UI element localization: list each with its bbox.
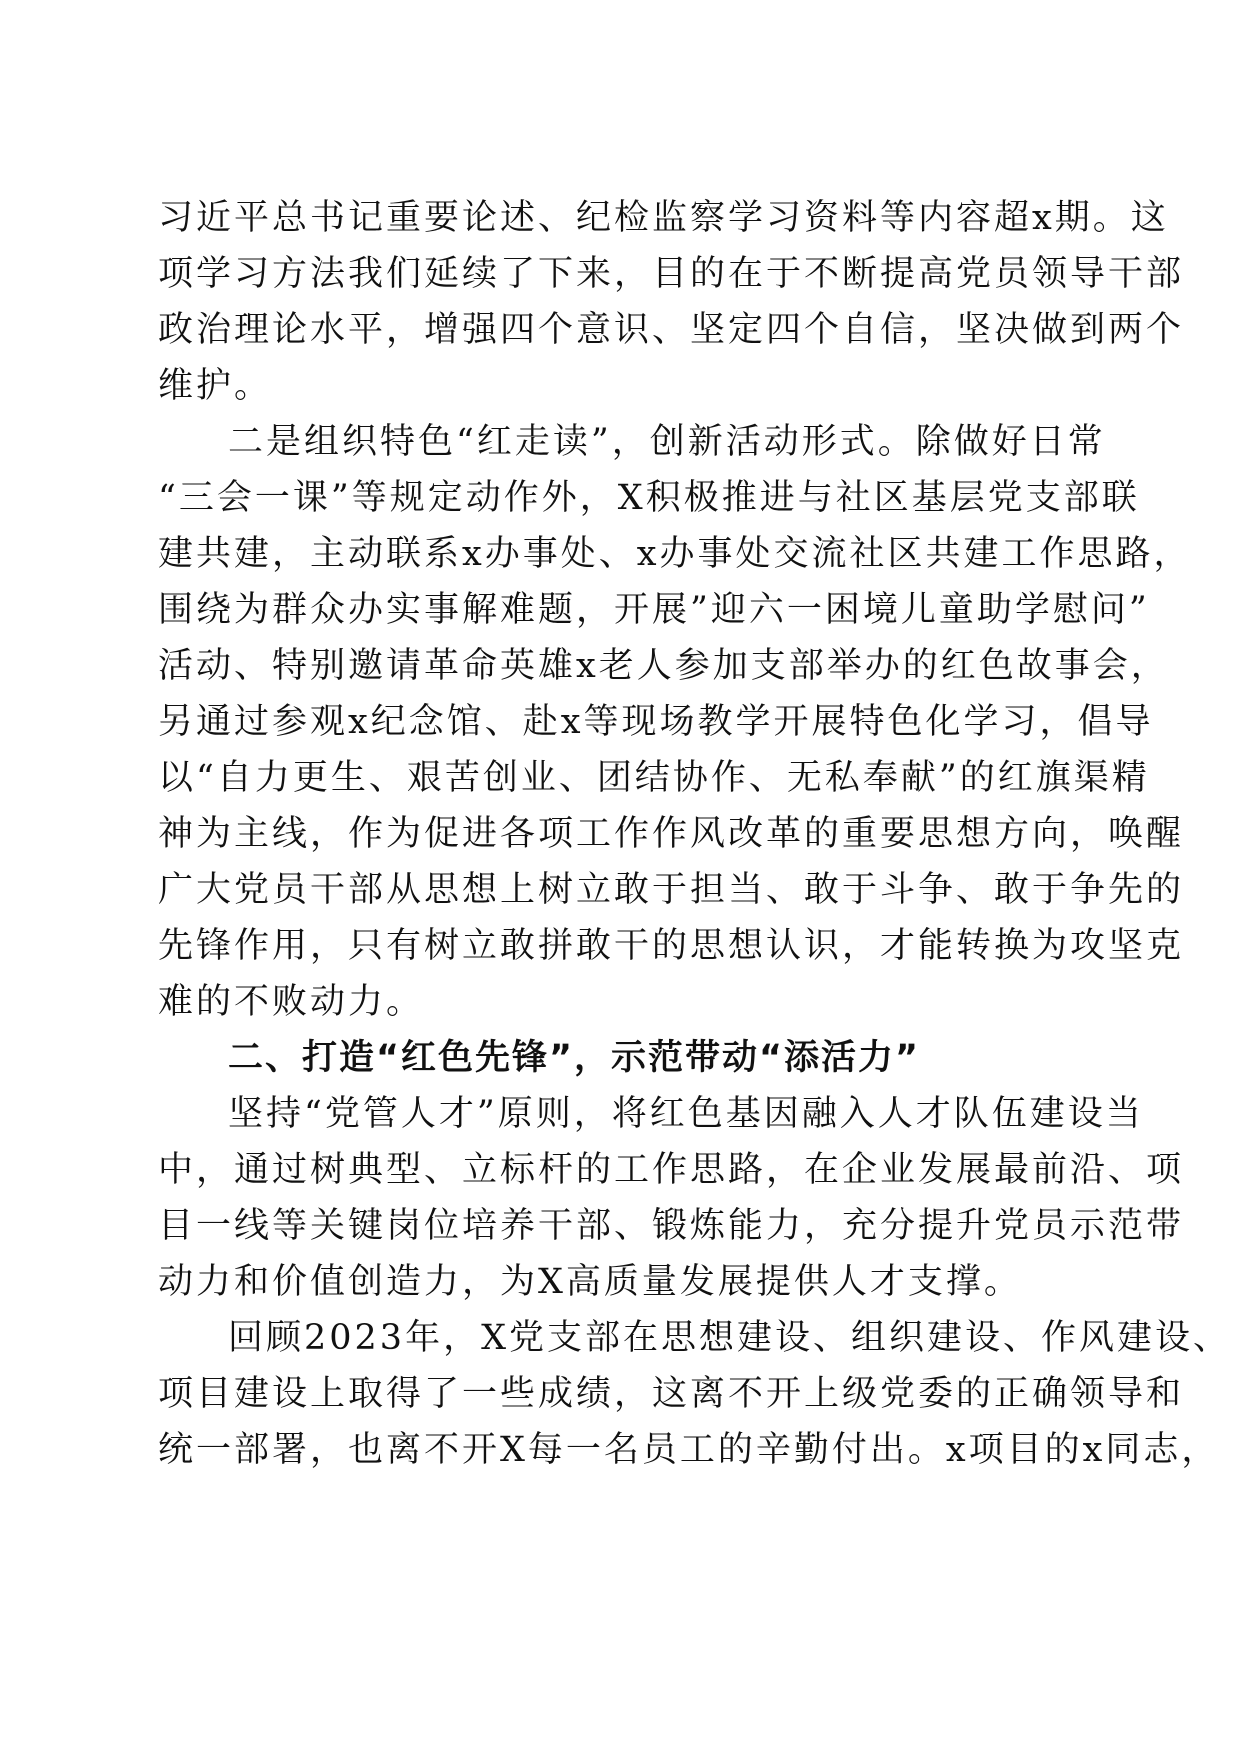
section-heading: 二、打造“红色先锋”，示范带动“添活力” [228,1038,921,1078]
paragraph-line: 目一线等关键岗位培养干部、锻炼能力，充分提升党员示范带 [158,1206,1185,1246]
paragraph-line: 二是组织特色“红走读”，创新活动形式。除做好日常 [228,422,1106,462]
paragraph-line: 活动、特别邀请革命英雄x老人参加支部举办的红色故事会， [158,646,1169,686]
paragraph-line: 另通过参观x纪念馆、赴x等现场教学开展特色化学习，倡导 [158,702,1154,742]
paragraph-line: 项目建设上取得了一些成绩，这离不开上级党委的正确领导和 [158,1374,1185,1414]
paragraph-line: 回顾2023年，X党支部在思想建设、组织建设、作风建设、 [228,1318,1231,1358]
paragraph-line: 统一部署，也离不开X每一名员工的辛勤付出。x项目的x同志， [158,1430,1220,1470]
paragraph-line: 建共建，主动联系x办事处、x办事处交流社区共建工作思路， [158,534,1192,574]
paragraph-line: 广大党员干部从思想上树立敢于担当、敢于斗争、敢于争先的 [158,870,1185,910]
paragraph-line: 难的不败动力。 [158,982,425,1022]
paragraph-line: 动力和价值创造力，为X高质量发展提供人才支撑。 [158,1262,1022,1302]
paragraph-line: 先锋作用，只有树立敢拼敢干的思想认识，才能转换为攻坚克 [158,926,1185,966]
paragraph-line: 坚持“党管人才”原则，将红色基因融入人才队伍建设当 [228,1094,1144,1134]
paragraph-line: 神为主线，作为促进各项工作作风改革的重要思想方向，唤醒 [158,814,1185,854]
paragraph-line: 维护。 [158,366,273,406]
document-body [158,190,1231,1478]
paragraph-line: 习近平总书记重要论述、纪检监察学习资料等内容超x期。这 [158,198,1169,238]
paragraph-line: 以“自力更生、艰苦创业、团结协作、无私奉献”的红旗渠精 [158,758,1150,798]
paragraph-line: “三会一课”等规定动作外，X积极推进与社区基层党支部联 [158,478,1140,518]
paragraph-line: 围绕为群众办实事解难题，开展”迎六一困境儿童助学慰问” [158,590,1150,630]
paragraph-line: 项学习方法我们延续了下来，目的在于不断提高党员领导干部 [158,254,1185,294]
paragraph-line: 中，通过树典型、立标杆的工作思路，在企业发展最前沿、项 [158,1150,1185,1190]
paragraph-line: 政治理论水平，增强四个意识、坚定四个自信，坚决做到两个 [158,310,1185,350]
